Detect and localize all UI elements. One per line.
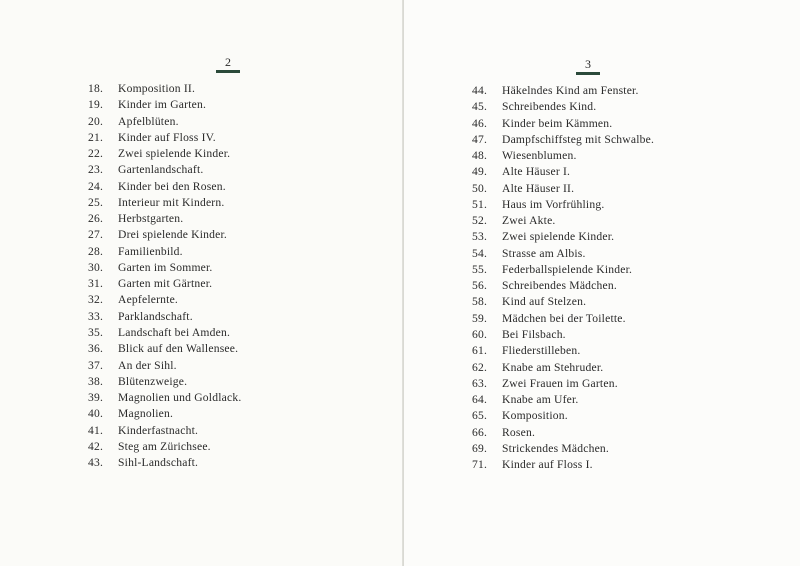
catalog-entry [472,294,654,310]
entry-number: 31. [88,277,104,291]
catalog-entry [472,392,654,408]
entry-number: 50. [472,181,488,195]
catalog-entry [472,132,654,148]
entry-number: 36. [88,342,104,356]
catalog-entry [88,276,241,292]
catalog-entry [472,164,654,180]
catalog-entry [88,390,241,406]
catalog-entry [88,114,241,130]
entry-title: Wiesenblumen. [502,149,577,163]
entry-title: Kinder im Garten. [118,98,207,112]
entry-number: 28. [88,244,104,258]
entry-number: 27. [88,228,104,242]
entry-title: Magnolien und Goldlack. [118,391,242,405]
catalog-entry [472,99,654,115]
entry-title: Schreibendes Kind. [502,100,597,114]
entry-title: Komposition. [502,409,568,423]
entry-title: Kinder auf Floss I. [502,458,593,472]
catalog-entry [88,358,241,374]
entry-title: Zwei Frauen im Garten. [502,376,618,390]
entry-number: 19. [88,98,104,112]
catalog-entry [472,229,654,245]
entry-number: 37. [88,358,104,372]
catalog-entry [472,262,654,278]
catalog-entry [472,213,654,229]
entry-number: 18. [88,82,104,95]
entry-title: Häkelndes Kind am Fenster. [502,84,639,97]
page-number-left-text: 2 [225,55,231,69]
entry-title: Strasse am Albis. [502,246,586,260]
entry-title: Blütenzweige. [118,374,188,388]
catalog-entry [472,425,654,441]
entry-number: 55. [472,262,488,276]
entry-title: Kinder bei den Rosen. [118,179,226,193]
catalog-entry [472,360,654,376]
catalog-entry [472,83,654,99]
entry-title: Alte Häuser II. [502,181,575,195]
entry-number: 53. [472,230,488,244]
page-number-underline [576,72,600,75]
entry-title: Knabe am Ufer. [502,393,579,407]
entry-title: An der Sihl. [118,358,177,372]
entry-title: Mädchen bei der Toilette. [502,311,626,325]
entry-title: Knabe am Stehruder. [502,360,604,374]
entry-title: Aepfelernte. [118,293,179,307]
entry-number: 43. [88,456,104,470]
entry-number: 59. [472,311,488,325]
catalog-entry [472,327,654,343]
entry-title: Herbstgarten. [118,212,184,226]
entry-title: Schreibendes Mädchen. [502,279,617,293]
entry-title: Sihl-Landschaft. [118,456,199,470]
catalog-entry [472,408,654,424]
catalog-entry [88,439,241,455]
catalog-list-left [88,81,241,471]
catalog-entry [88,211,241,227]
entry-title: Garten im Sommer. [118,260,213,274]
entry-number: 49. [472,165,488,179]
entry-title: Drei spielende Kinder. [118,228,228,242]
entry-number: 21. [88,130,104,144]
entry-number: 41. [88,423,104,437]
entry-number: 66. [472,425,488,439]
entry-title: Zwei spielende Kinder. [118,147,231,161]
entry-number: 32. [88,293,104,307]
entry-number: 65. [472,409,488,423]
catalog-entry [88,455,241,471]
entry-title: Landschaft bei Amden. [118,325,231,339]
entry-title: Rosen. [502,425,536,439]
entry-number: 46. [472,116,488,130]
entry-number: 51. [472,197,488,211]
entry-number: 25. [88,195,104,209]
page-number-right [576,57,600,75]
catalog-entry [472,441,654,457]
entry-number: 47. [472,132,488,146]
catalog-entry [472,311,654,327]
catalog-entry [88,130,241,146]
entry-number: 71. [472,458,488,472]
entry-number: 54. [472,246,488,260]
entry-title: Komposition II. [118,82,196,95]
entry-number: 26. [88,212,104,226]
entry-number: 45. [472,100,488,114]
entry-title: Federballspielende Kinder. [502,262,633,276]
entry-number: 52. [472,214,488,228]
catalog-entry [472,278,654,294]
catalog-entry [472,116,654,132]
entry-number: 38. [88,374,104,388]
entry-number: 42. [88,439,104,453]
entry-title: Kinder beim Kämmen. [502,116,613,130]
entry-number: 58. [472,295,488,309]
catalog-entry [88,325,241,341]
catalog-entry [88,341,241,357]
entry-number: 62. [472,360,488,374]
entry-number: 35. [88,325,104,339]
entry-number: 61. [472,344,488,358]
entry-number: 60. [472,327,488,341]
entry-title: Garten mit Gärtner. [118,277,213,291]
catalog-entry [472,181,654,197]
entry-title: Blick auf den Wallensee. [118,342,239,356]
entry-number: 69. [472,441,488,455]
entry-number: 40. [88,407,104,421]
catalog-entry [88,244,241,260]
catalog-entry [88,81,241,97]
entry-number: 23. [88,163,104,177]
entry-title: Gartenlandschaft. [118,163,204,177]
catalog-entry [472,148,654,164]
entry-number: 30. [88,260,104,274]
entry-number: 56. [472,279,488,293]
catalog-entry [88,309,241,325]
catalog-entry [88,374,241,390]
catalog-entry [88,227,241,243]
entry-number: 24. [88,179,104,193]
catalog-entry [472,197,654,213]
entry-number: 20. [88,114,104,128]
entry-title: Alte Häuser I. [502,165,571,179]
page-number-underline [216,70,240,73]
page-number-right-text: 3 [585,57,591,71]
entry-number: 22. [88,147,104,161]
entry-title: Kinderfastnacht. [118,423,199,437]
catalog-entry [88,292,241,308]
entry-number: 64. [472,393,488,407]
catalog-entry [472,246,654,262]
entry-title: Haus im Vorfrühling. [502,197,605,211]
catalog-entry [88,179,241,195]
right-page [404,0,800,566]
entry-title: Kind auf Stelzen. [502,295,587,309]
entry-title: Apfelblüten. [118,114,179,128]
entry-title: Kinder auf Floss IV. [118,130,216,144]
entry-title: Bei Filsbach. [502,327,566,341]
entry-title: Familienbild. [118,244,183,258]
catalog-entry [88,423,241,439]
entry-title: Magnolien. [118,407,174,421]
catalog-entry [472,457,654,473]
entry-title: Parklandschaft. [118,309,193,323]
entry-number: 48. [472,149,488,163]
entry-title: Steg am Zürichsee. [118,439,211,453]
entry-title: Interieur mit Kindern. [118,195,225,209]
catalog-entry [88,406,241,422]
catalog-entry [88,97,241,113]
entry-title: Zwei spielende Kinder. [502,230,615,244]
catalog-entry [88,260,241,276]
catalog-entry [88,195,241,211]
entry-title: Zwei Akte. [502,214,556,228]
catalog-entry [88,162,241,178]
page-number-left [216,55,240,73]
entry-number: 63. [472,376,488,390]
catalog-entry [472,376,654,392]
entry-title: Fliederstilleben. [502,344,581,358]
entry-number: 39. [88,391,104,405]
entry-number: 33. [88,309,104,323]
entry-title: Strickendes Mädchen. [502,441,610,455]
catalog-entry [88,146,241,162]
entry-title: Dampfschiffsteg mit Schwalbe. [502,132,655,146]
catalog-entry [472,343,654,359]
catalog-list-right [472,83,654,473]
entry-number: 44. [472,84,488,97]
